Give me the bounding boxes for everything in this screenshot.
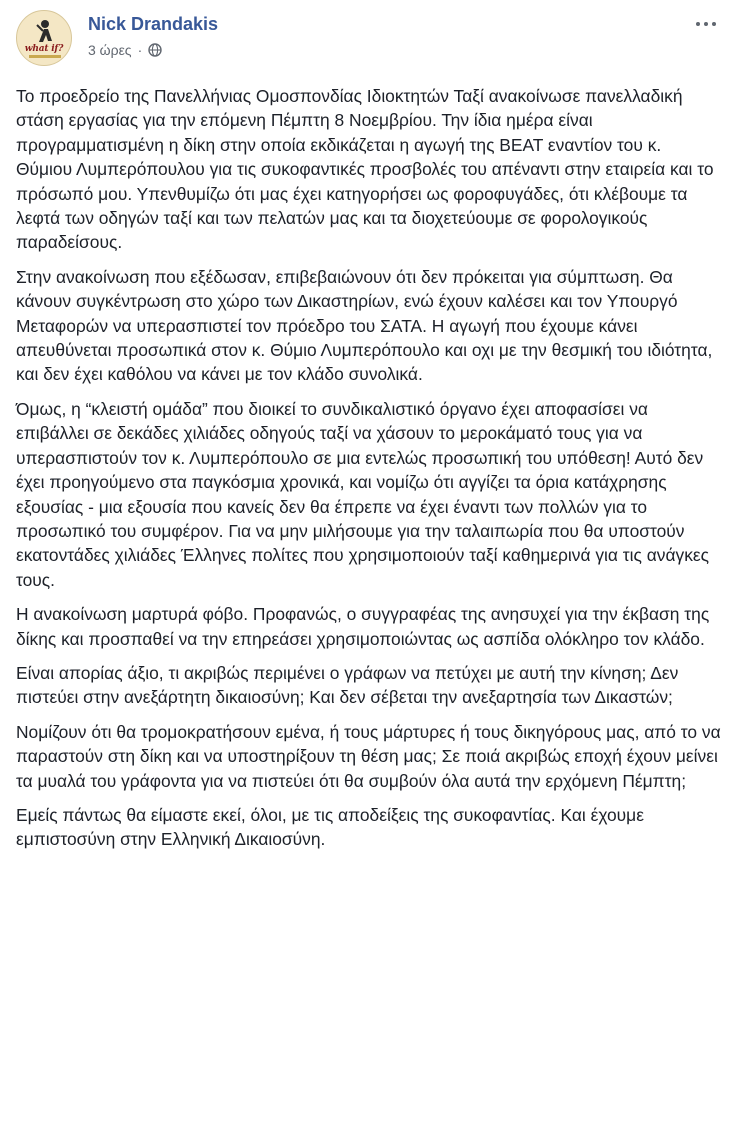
options-dot [712, 22, 716, 26]
avatar[interactable] [16, 10, 72, 66]
post-paragraph: Νομίζουν ότι θα τρομοκρατήσουν εμένα, ή τους μάρτυρες ή τους δικηγόρους μας, από το να παραστούν στη δίκη και να υποστηρίξουν τη θέση μας; Σε ποιά ακριβώς εποχή έχουν μείνει τα μυαλά του γράφοντα για να πιστεύει ότι θα συμβούν όλα αυτά την ερχόμενη Πέμπτη; [16, 721, 721, 791]
post-paragraph: Το προεδρείο της Πανελλήνιας Ομοσπονδίας Ιδιοκτητών Ταξί ανακοίνωσε πανελλαδική στάση εργασίας για την επόμενη Πέμπτη 8 Νοεμβρίου. Την ίδια ημέρα είναι προγραμματισμένη η δίκη στην οποία εκδικάζεται η αγωγή της BEAT εναντίον του κ. Θύμιου Λυμπερόπουλου για τις συκοφαντικές προσβολές του απέναντι στην εταιρεία και το πρόσωπό μου. Υπενθυμίζω ότι μας έχει κατηγορήσει ως φοροφυγάδες, ότι κλέβουμε τα λεφτά των οδηγών ταξί και των πελατών μας και τα διοχετεύουμε σε φορολογικούς παραδείσους. [16, 86, 714, 253]
post-paragraph: Εμείς πάντως θα είμαστε εκεί, όλοι, με τις αποδείξεις της συκοφαντίας. Και έχουμε εμπιστοσύνη στην Ελληνική Δικαιοσύνη. [16, 804, 644, 850]
avatar-figure-icon [17, 11, 72, 66]
post-paragraph: Στην ανακοίνωση που εξέδωσαν, επιβεβαιώνουν ότι δεν πρόκειται για σύμπτωση. Θα κάνουν συγκέντρωση στο χώρο των Δικαστηρίων, ενώ έχουν καλέσει και τον Υπουργό Μεταφορών να υπερασπιστεί τον πρόεδρο του ΣΑΤΑ. Η αγωγή που έχουμε κάνει απευθύνεται προσωπικά στον κ. Θύμιο Λυμπερόπουλο και οχι με την θεσμική του ιδιότητα, και δεν έχει καθόλου να κάνει με τον κλάδο συνολικά. [16, 266, 713, 385]
post-paragraph: Είναι απορίας άξιο, τι ακριβώς περιμένει ο γράφων να πετύχει με αυτή την κίνηση; Δεν πιστεύει στην ανεξάρτητη δικαιοσύνη; Και δεν σέβεται την ανεξαρτησία των Δικαστών; [16, 662, 679, 708]
more-horizontal-icon[interactable] [691, 14, 721, 34]
avatar-logo-text: what if? [24, 44, 64, 54]
globe-icon[interactable] [148, 43, 162, 57]
author-name[interactable]: Nick Drandakis [88, 14, 219, 34]
options-dot [704, 22, 708, 26]
post-paragraph: Όμως, η “κλειστή ομάδα” που διοικεί το συνδικαλιστικό όργανο έχει αποφασίσει να επιβάλλει σε δεκάδες χιλιάδες οδηγούς ταξί να χάσουν το μεροκάματό τους για να υπερασπιστούν τον κ. Λυμπερόπουλο σε μια εντελώς προσωπική του υπόθεση! Αυτό δεν έχει προηγούμενο στα παγκόσμια χρονικά, και νομίζω ότι αγγίζει τα όρια κατάχρησης εξουσίας - μια εξουσία που κανείς δεν θα έπρεπε να έχει έναντι των πολλών για το προσωπικό του συμφέρον. Για να μην μιλήσουμε για την ταλαιπωρία που θα υποστούν εκατοντάδες χιλιάδες Έλληνες πολίτες που χρησιμοποιούν ταξί καθημερινά για τις ανάγκες τους. [16, 398, 710, 590]
post-body [16, 84, 721, 862]
options-dot [696, 22, 700, 26]
meta-separator: · [137, 42, 143, 58]
post-meta [88, 42, 162, 58]
post-header [0, 0, 735, 80]
post-paragraph: Η ανακοίνωση μαρτυρά φόβο. Προφανώς, ο συγγραφέας της ανησυχεί για την έκβαση της δίκης και προσπαθεί να την επηρεάσει χρησιμοποιώντας ως ασπίδα ολόκληρο τον κλάδο. [16, 604, 710, 649]
post-timestamp[interactable]: 3 ώρες [88, 42, 132, 58]
